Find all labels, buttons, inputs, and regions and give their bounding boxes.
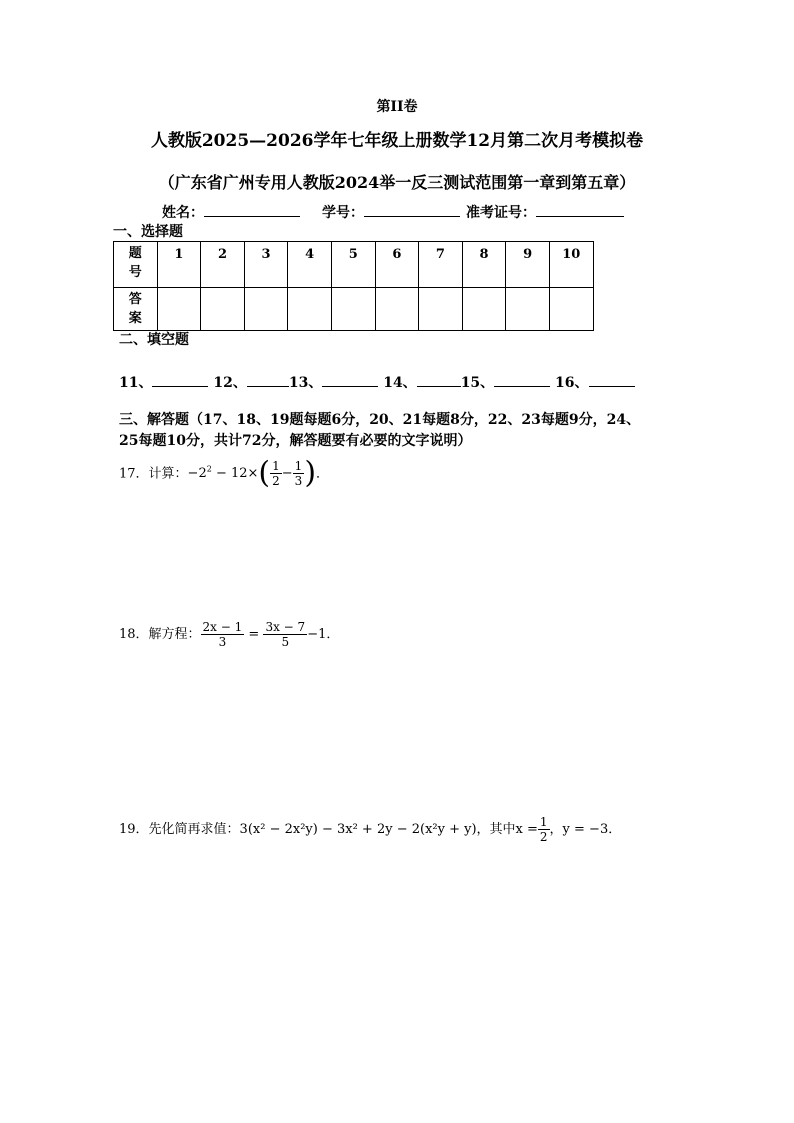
- problem-19-expression: 3(x² − 2x²y) − 3x² + 2y − 2(x²y + y): [239, 822, 477, 837]
- answer-blank-14[interactable]: [417, 372, 461, 387]
- section2-heading: 二、填空题: [119, 332, 189, 348]
- q-number-cell: 7: [419, 242, 463, 288]
- row-label-answer: 答 案: [114, 288, 158, 331]
- exam-title: 人教版2025—2026学年七年级上册数学12月第二次月考模拟卷: [150, 131, 644, 151]
- blank-label-13: 13、: [288, 375, 323, 391]
- name-label: 姓名：: [162, 205, 204, 221]
- answer-table: [113, 241, 594, 331]
- name-blank[interactable]: [204, 202, 300, 217]
- section3-heading-line1: 三、解答题（17、18、19题每题6分，20、21每题8分，22、23每题9分，24、: [119, 412, 641, 428]
- q-number-cell: 9: [506, 242, 550, 288]
- blank-label-15: 15、: [460, 375, 495, 391]
- q-number-cell: 1: [157, 242, 201, 288]
- exam-number-label: 准考证号：: [466, 205, 536, 221]
- q-number-cell: 2: [201, 242, 245, 288]
- fill-blank-line: [119, 372, 635, 392]
- table-row: [114, 288, 594, 331]
- problem-17-prefix: 17．计算：: [119, 466, 188, 482]
- answer-blank-15[interactable]: [494, 372, 550, 387]
- answer-cell[interactable]: [288, 288, 332, 331]
- answer-cell[interactable]: [201, 288, 245, 331]
- table-row: [114, 242, 594, 288]
- problem-17-expression: $-2^2 - 12\times$( $\frac{1}{2}$ − $\frac{1}{3}$ ): [187, 455, 317, 491]
- answer-blank-12[interactable]: [247, 372, 289, 387]
- q-number-cell: 4: [288, 242, 332, 288]
- student-id-blank[interactable]: [364, 202, 460, 217]
- answer-cell[interactable]: [244, 288, 288, 331]
- blank-label-14: 14、: [383, 375, 417, 391]
- exam-number-blank[interactable]: [536, 202, 624, 217]
- row-label-question-number: 题 号: [114, 242, 158, 288]
- problem-18-equation: $\frac{2x - 1}{3}$ = $\frac{3x - 7}{5}$ −1．: [202, 620, 340, 649]
- q-number-cell: 10: [549, 242, 593, 288]
- answer-cell[interactable]: [157, 288, 201, 331]
- problem-19-prefix: 19．先化简再求值：: [119, 822, 240, 837]
- name-field[interactable]: [162, 202, 300, 222]
- answer-cell[interactable]: [331, 288, 375, 331]
- q-number-cell: 6: [375, 242, 419, 288]
- blank-label-16: 16、: [555, 375, 589, 391]
- student-id-field[interactable]: [322, 202, 460, 222]
- section1-heading: 一、选择题: [113, 224, 183, 240]
- answer-cell[interactable]: [462, 288, 506, 331]
- volume-label: 第II卷: [376, 99, 418, 115]
- answer-blank-13[interactable]: [322, 372, 378, 387]
- section3-heading-line2: 25每题10分，共计72分，解答题要有必要的文字说明）: [119, 433, 472, 449]
- problem-18-prefix: 18．解方程：: [119, 627, 201, 642]
- answer-blank-16[interactable]: [589, 372, 635, 387]
- q-number-cell: 3: [244, 242, 288, 288]
- blank-label-11: 11、: [119, 375, 153, 391]
- problem-19: 19．先化简再求值：3(x² − 2x²y) − 3x² + 2y − 2(x²y + y)，其中x = $\frac{1}{2}$ ，y = −3．: [119, 815, 622, 844]
- q-number-cell: 5: [331, 242, 375, 288]
- blank-label-12: 12、: [213, 375, 247, 391]
- answer-cell[interactable]: [506, 288, 550, 331]
- student-id-label: 学号：: [322, 205, 364, 221]
- answer-cell[interactable]: [419, 288, 463, 331]
- problem-17: 17．计算：$-2^2 - 12\times$( $\frac{1}{2}$ − $\frac{1}{3}$ )．: [119, 455, 330, 491]
- answer-cell[interactable]: [549, 288, 593, 331]
- exam-subtitle: （广东省广州专用人教版2024举一反三测试范围第一章到第五章）: [158, 173, 636, 192]
- exam-number-field[interactable]: [466, 202, 624, 222]
- q-number-cell: 8: [462, 242, 506, 288]
- answer-blank-11[interactable]: [152, 372, 208, 387]
- problem-18: [119, 617, 339, 653]
- answer-cell[interactable]: [375, 288, 419, 331]
